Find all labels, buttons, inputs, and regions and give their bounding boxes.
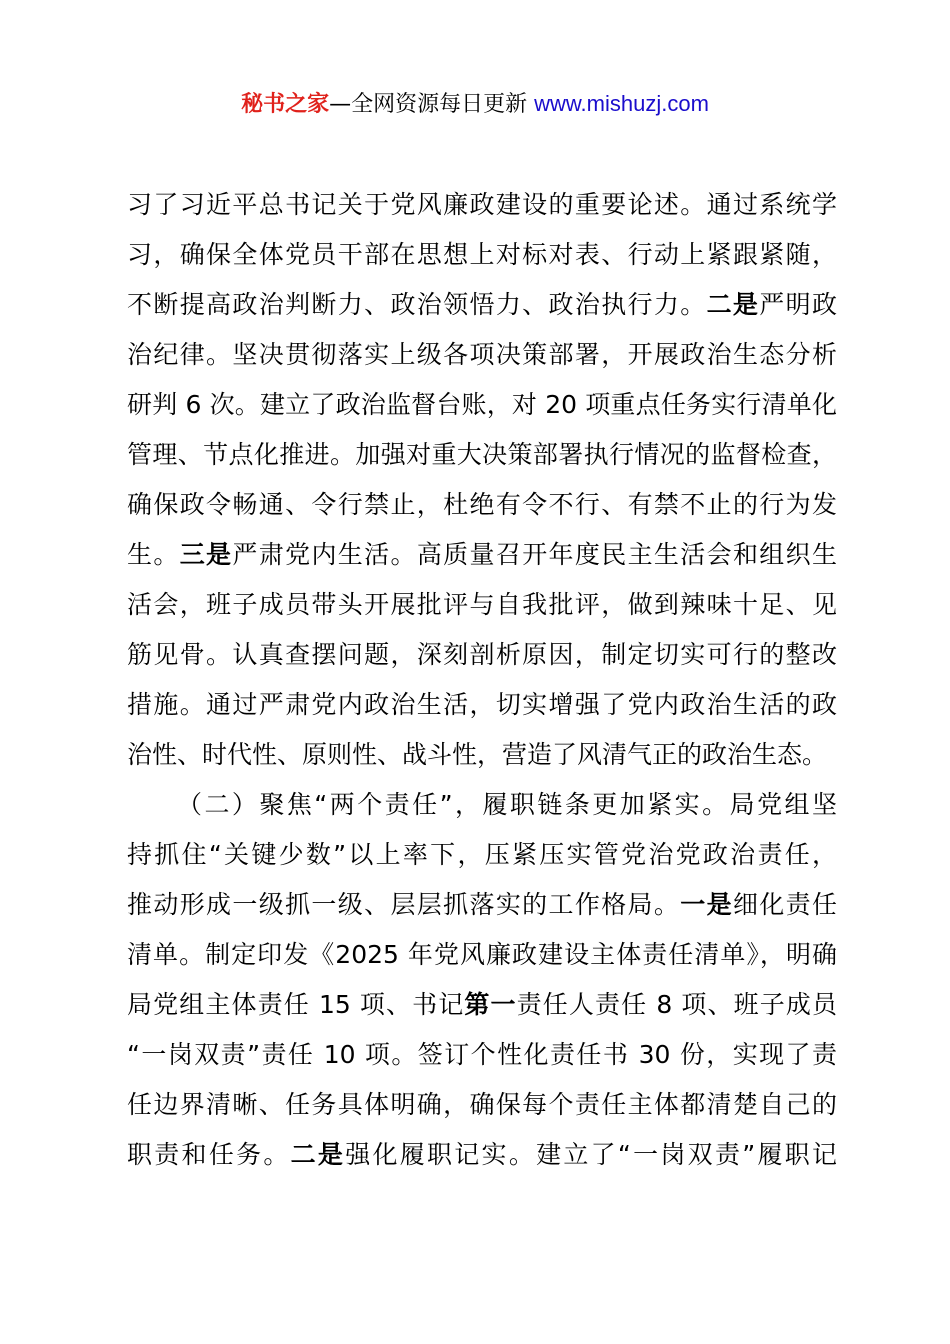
text-line xyxy=(127,880,837,930)
text-segment: 局党组主体责任 15 项、书记 xyxy=(127,990,465,1019)
text-line xyxy=(127,730,837,780)
text-segment: 研判 6 次。建立了政治监督台账，对 20 项重点任务实行清单化 xyxy=(127,390,837,419)
text-segment: 职责和任务。 xyxy=(127,1140,291,1169)
header-tagline: —全网资源每日更新 xyxy=(329,92,535,117)
document-body xyxy=(127,180,837,1180)
text-line xyxy=(127,830,837,880)
text-line xyxy=(127,1130,837,1180)
page-header xyxy=(0,84,950,125)
text-segment: 治性、时代性、原则性、战斗性，营造了风清气正的政治生态。 xyxy=(127,740,828,769)
text-segment: 不断提高政治判断力、政治领悟力、政治执行力。 xyxy=(127,290,707,319)
text-segment: 活会，班子成员带头开展批评与自我批评，做到辣味十足、见 xyxy=(127,590,837,619)
text-line xyxy=(127,380,837,430)
text-segment: 治纪律。坚决贯彻落实上级各项决策部署，开展政治生态分析 xyxy=(127,340,837,369)
text-line xyxy=(127,230,837,280)
text-line xyxy=(127,280,837,330)
text-line xyxy=(127,1030,837,1080)
text-segment: 管理、节点化推进。加强对重大决策部署执行情况的监督检查， xyxy=(127,440,837,469)
text-segment: 严肃党内生活。高质量召开年度民主生活会和组织生 xyxy=(232,540,837,569)
text-segment: 确保政令畅通、令行禁止，杜绝有令不行、有禁不止的行为发 xyxy=(127,490,837,519)
header-brand: 秘书之家 xyxy=(241,92,330,117)
text-segment: 清单。制定印发《2025 年党风廉政建设主体责任清单》，明确 xyxy=(127,940,837,969)
text-line xyxy=(127,530,837,580)
text-line xyxy=(127,480,837,530)
text-line xyxy=(127,930,837,980)
text-segment: 持抓住“关键少数”以上率下，压紧压实管党治党政治责任， xyxy=(127,840,837,869)
text-line xyxy=(127,330,837,380)
text-segment: 严明政 xyxy=(759,290,837,319)
text-segment: 推动形成一级抓一级、层层抓落实的工作格局。 xyxy=(127,890,681,919)
header-site-link[interactable]: www.mishuzj.com xyxy=(534,91,709,116)
text-segment: （二）聚焦“两个责任”，履职链条更加紧实。局党组坚 xyxy=(177,790,837,819)
text-segment: 责任人责任 8 项、班子成员 xyxy=(516,990,837,1019)
text-segment: 筋见骨。认真查摆问题，深刻剖析原因，制定切实可行的整改 xyxy=(127,640,837,669)
bold-text-segment: 二是 xyxy=(706,290,760,319)
bold-text-segment: 一是 xyxy=(680,890,733,919)
text-segment: 习了习近平总书记关于党风廉政建设的重要论述。通过系统学 xyxy=(127,190,837,219)
text-line xyxy=(127,180,837,230)
text-line xyxy=(127,780,837,830)
text-segment: 措施。通过严肃党内政治生活，切实增强了党内政治生活的政 xyxy=(127,690,837,719)
text-line xyxy=(127,430,837,480)
bold-text-segment: 第一 xyxy=(464,990,517,1019)
bold-text-segment: 三是 xyxy=(179,540,233,569)
text-line xyxy=(127,980,837,1030)
text-segment: 任边界清晰、任务具体明确，确保每个责任主体都清楚自己的 xyxy=(127,1090,837,1119)
text-segment: “一岗双责”责任 10 项。签订个性化责任书 30 份，实现了责 xyxy=(127,1040,837,1069)
bold-text-segment: 二是 xyxy=(290,1140,346,1169)
text-line xyxy=(127,680,837,730)
text-line xyxy=(127,630,837,680)
text-segment: 生。 xyxy=(127,540,180,569)
text-segment: 强化履职记实。建立了“一岗双责”履职记 xyxy=(345,1140,837,1169)
text-segment: 细化责任 xyxy=(732,890,837,919)
text-line xyxy=(127,580,837,630)
text-segment: 习，确保全体党员干部在思想上对标对表、行动上紧跟紧随， xyxy=(127,240,837,269)
text-line xyxy=(127,1080,837,1130)
